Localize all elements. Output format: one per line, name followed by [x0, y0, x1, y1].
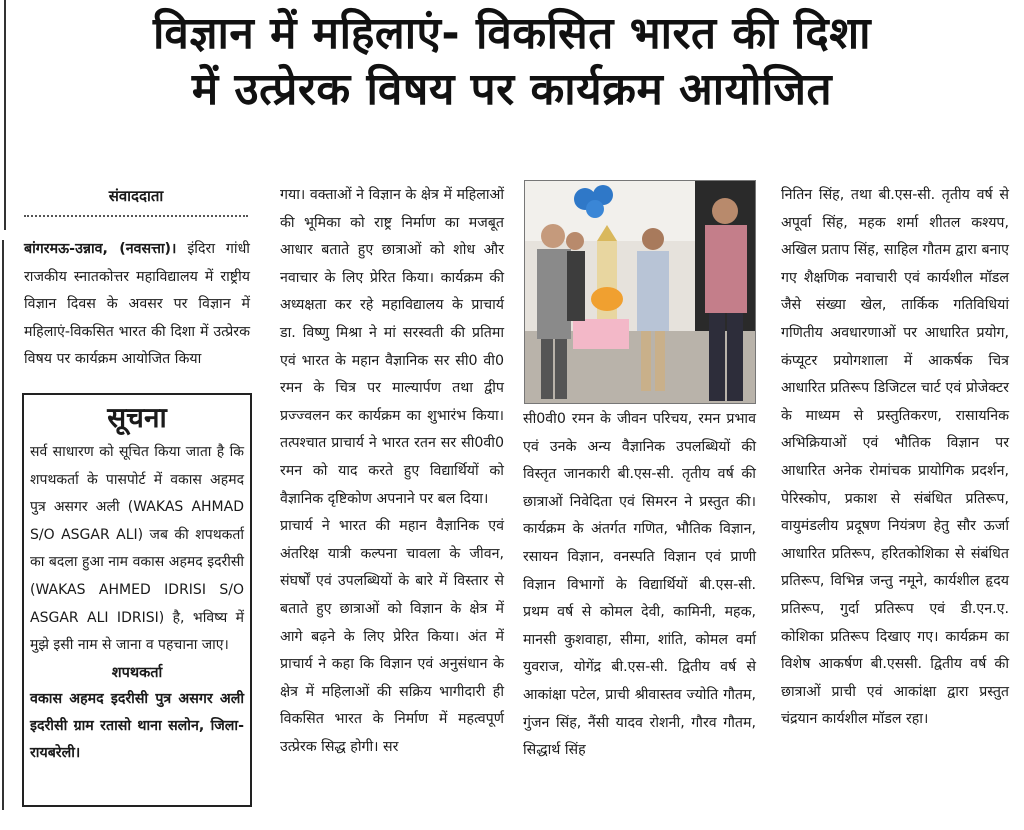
article-column-4	[781, 182, 1009, 734]
byline: संवाददाता	[108, 187, 164, 205]
article-column-3	[523, 406, 756, 765]
article-paragraph: सी0वी0 रमन के जीवन परिचय, रमन प्रभाव एवं उनके अन्य वैज्ञानिक उपलब्धियों की विस्तृत जानकारी बी.एस-सी. तृतीय वर्ष की छात्राओं निवेदिता एवं सिमरन ने प्रस्तुत की। कार्यक्रम के अंतर्गत गणित, भौतिक विज्ञान, रसायन विज्ञान, वनस्पति विज्ञान एवं प्राणी विज्ञान विभागों के विद्यार्थियों बी.एस-सी. प्रथम वर्ष से कोमल देवी, कामिनी, महक, मानसी कुशवाहा, सीमा, शांति, कोमल वर्मा युवराज, योगेंद्र बी.एस-सी. द्वितीय वर्ष से आकांक्षा पटेल, प्राची श्रीवास्तव ज्योति गौतम, गुंजन सिंह, नैंसी यादव रोशनी, गौरव गौतम, सिद्धार्थ सिंह	[523, 411, 756, 759]
article-column-1	[24, 236, 250, 374]
event-photo-illustration	[525, 181, 756, 404]
dateline: बांगरमऊ-उन्नाव, (नवसत्ता)।	[24, 241, 177, 257]
article-column-2	[280, 182, 504, 761]
notice-signature: वकास अहमद इदरीसी पुत्र असगर अली इदरीसी ग्राम रतासो थाना सलोन, जिला- रायबरेली।	[30, 690, 244, 761]
news-photo	[524, 180, 756, 404]
headline-line-2: में उत्प्रेरक विषय पर कार्यक्रम आयोजित	[191, 64, 833, 115]
article-paragraph: गया। वक्ताओं ने विज्ञान के क्षेत्र में महिलाओं की भूमिका को राष्ट्र निर्माण का मजबूत आधार बताते हुए छात्राओं को शोध और नवाचार के लिए प्रेरित किया। कार्यक्रम की अध्यक्षता कर रहे महाविद्यालय के प्राचार्य डा. विष्णु मिश्रा ने मां सरस्वती की प्रतिमा एवं भारत के महान वैज्ञानिक सर सी0 वी0 रमन के चित्र पर माल्यार्पण तथा द्वीप प्रज्ज्वलन कर कार्यक्रम का शुभारंभ किया। तत्पश्चात प्राचार्य ने भारत रतन सर सी0वी0 रमन को याद करते हुए विद्यार्थियों को वैज्ञानिक दृष्टिकोण अपनाने पर बल दिया।	[280, 187, 504, 507]
byline-divider	[24, 215, 248, 217]
headline-line-1: विज्ञान में महिलाएं- विकसित भारत की दिशा	[152, 8, 872, 59]
notice-body: सर्व साधारण को सूचित किया जाता है कि शपथकर्ता के पासपोर्ट में वकास अहमद पुत्र असगर अली (WAKAS AHMAD S/O ASGAR ALI) जब की शपथकर्ता का बदला हुआ नाम वकास अहमद इदरीसी (WAKAS AHMED IDRISI S/O ASGAR ALI IDRISI) है, भविष्य में मुझे इसी नाम से जाना व पहचाना जाए।	[30, 444, 244, 654]
headline	[0, 6, 1024, 118]
balloon-icon	[586, 200, 604, 218]
column-rule-left	[2, 240, 4, 810]
public-notice-box	[22, 393, 252, 807]
article-paragraph: नितिन सिंह, तथा बी.एस-सी. तृतीय वर्ष से अपूर्वा सिंह, महक शर्मा शीतल कश्यप, अखिल प्रताप सिंह, साहिल गौतम द्वारा बनाए गए शैक्षणिक नवाचारी एवं कार्यशील मॉडल जैसे संख्या खेल, तार्किक गतिविधियां गणितीय अवधारणाओं पर आधारित प्रयोग, कंप्यूटर प्रयोगशाला में आकर्षक चित्र आधारित प्रतिरूप डिजिटल चार्ट एवं प्रोजेक्टर के माध्यम से प्रस्तुतिकरण, रासायनिक अभिक्रियाओं एवं भौतिक विज्ञान पर आधारित अनेक रोमांचक प्रायोगिक प्रदर्शन, पेरिस्कोप, प्रकाश से संबंधित प्रतिरूप, वायुमंडलीय प्रदूषण नियंत्रण हेतु सौर ऊर्जा आधारित प्रतिरूप, हरितकोशिका से संबंधित प्रतिरूप, विभिन्न जन्तु नमूने, कार्यशील हृदय प्रतिरूप, गुर्दा प्रतिरूप एवं डी.एन.ए. कोशिका प्रतिरूप दिखाए गए। कार्यक्रम का विशेष आकर्षण बी.एससी. द्वितीय वर्ष की छात्राओं प्राची एवं आकांक्षा द्वारा प्रस्तुत चंद्रयान कार्यशील मॉडल रहा।	[781, 187, 1009, 728]
display-table	[573, 319, 629, 349]
notice-signatory-label: शपथकर्ता	[111, 664, 163, 681]
article-intro: इंदिरा गांधी राजकीय स्नातकोत्तर महाविद्यालय में राष्ट्रीय विज्ञान दिवस के अवसर पर विज्ञान में महिलाएं-विकसित भारत की दिशा में उत्प्रेरक विषय पर कार्यक्रम आयोजित किया	[24, 241, 250, 368]
article-paragraph: प्राचार्य ने भारत की महान वैज्ञानिक एवं अंतरिक्ष यात्री कल्पना चावला के जीवन, संघर्षों एवं उपलब्धियों के बारे में विस्तार से बताते हुए छात्राओं को विज्ञान के क्षेत्र में आगे बढ़ने के लिए प्रेरित किया। अंत में प्राचार्य ने कहा कि विज्ञान एवं अनुसंधान के क्षेत्र में महिलाओं की सक्रिय भागीदारी ही विकसित भारत के निर्माण में महत्वपूर्ण उत्प्रेरक सिद्ध होगी। सर	[280, 518, 504, 755]
notice-title: सूचना	[107, 401, 167, 434]
